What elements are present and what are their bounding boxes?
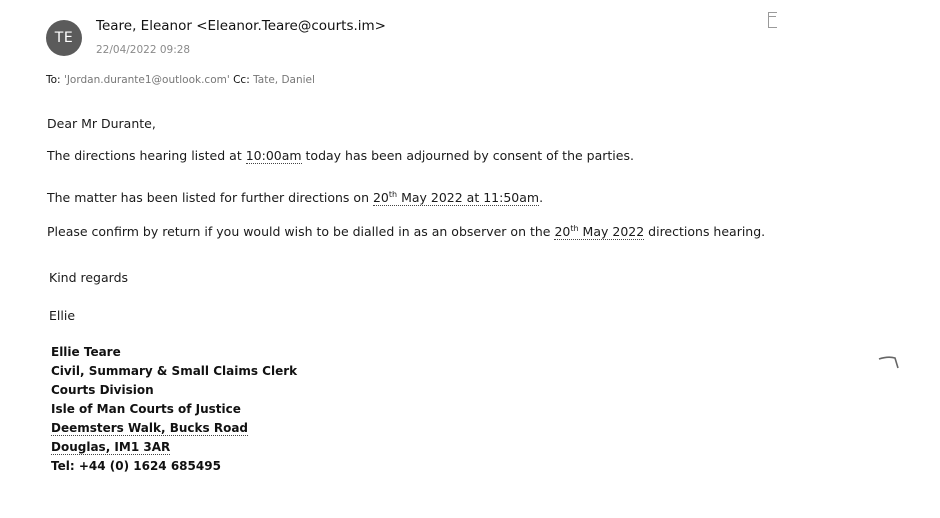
p1-text-start: The directions hearing listed at bbox=[47, 148, 246, 163]
p1-text-end: today has been adjourned by consent of the parties. bbox=[301, 148, 634, 163]
new-hearing-datetime bbox=[373, 190, 539, 206]
sender-name[interactable]: Teare, Eleanor <Eleanor.Teare@courts.im> bbox=[96, 18, 386, 34]
signature-tel: Tel: +44 (0) 1624 685495 bbox=[51, 459, 221, 473]
flag-icon[interactable] bbox=[768, 12, 777, 28]
paragraph-confirm bbox=[47, 224, 765, 239]
hearing-time: 10:00am bbox=[245, 148, 302, 163]
signoff: Ellie bbox=[49, 308, 76, 323]
cc-label: Cc: bbox=[233, 74, 250, 86]
p2-text-end: . bbox=[539, 190, 544, 205]
p3-date-rest: May 2022 bbox=[578, 224, 645, 239]
observer-date bbox=[554, 224, 644, 240]
signature-address-line2: Douglas, IM1 3AR bbox=[51, 440, 171, 454]
signature-name: Ellie Teare bbox=[51, 345, 121, 359]
cc-value[interactable]: Tate, Daniel bbox=[253, 74, 315, 86]
greeting: Dear Mr Durante, bbox=[47, 116, 156, 131]
p2-day: 20 bbox=[372, 190, 389, 205]
paragraph-relisted bbox=[47, 190, 543, 205]
to-label: To: bbox=[46, 74, 61, 86]
email-signature bbox=[51, 343, 297, 476]
p3-text-start: Please confirm by return if you would wish to be dialled in as an observer on the bbox=[47, 224, 555, 239]
p3-text-end: directions hearing. bbox=[644, 224, 766, 239]
signature-address-line1: Deemsters Walk, Bucks Road bbox=[51, 421, 249, 435]
paragraph-adjourned bbox=[47, 148, 634, 163]
to-value[interactable]: 'Jordan.durante1@outlook.com' bbox=[63, 74, 230, 86]
p2-text-start: The matter has been listed for further directions on bbox=[47, 190, 373, 205]
p3-day-suffix: th bbox=[570, 223, 579, 233]
recipients-line bbox=[46, 74, 315, 86]
avatar: TE bbox=[46, 20, 82, 56]
p3-day: 20 bbox=[554, 224, 571, 239]
signature-division: Courts Division bbox=[51, 383, 154, 397]
p2-day-suffix: th bbox=[388, 189, 398, 199]
closing: Kind regards bbox=[49, 270, 129, 285]
signature-role: Civil, Summary & Small Claims Clerk bbox=[51, 364, 298, 378]
scan-artifact-mark bbox=[878, 356, 900, 370]
signature-org: Isle of Man Courts of Justice bbox=[51, 402, 241, 416]
p2-date-rest: May 2022 at 11:50am bbox=[397, 190, 540, 205]
sent-datetime: 22/04/2022 09:28 bbox=[96, 44, 191, 56]
